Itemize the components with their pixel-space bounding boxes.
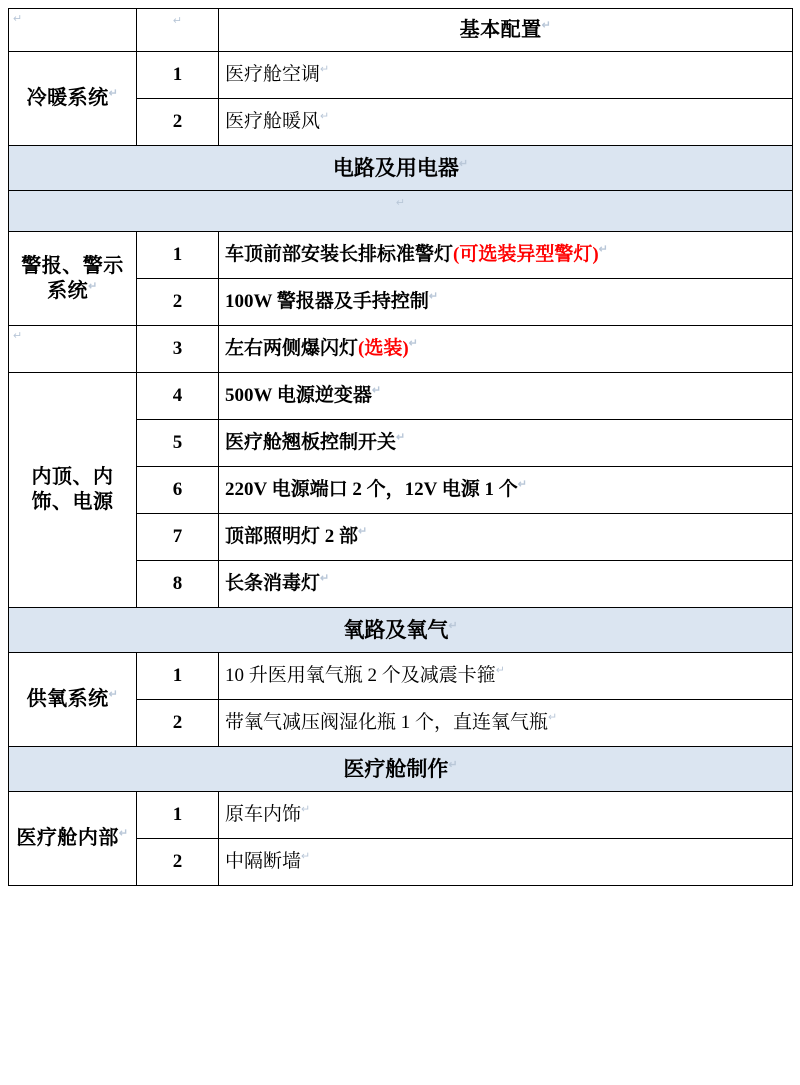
row-description — [219, 420, 793, 467]
editor-mark-icon: ↵ — [396, 431, 406, 444]
section-title-circuit — [9, 146, 793, 191]
row-number: 4 — [137, 373, 219, 420]
row-description-text: 500W 电源逆变器 — [225, 385, 372, 407]
row-number: 2 — [137, 700, 219, 747]
editor-mark-icon: ↵ — [88, 279, 98, 292]
editor-mark-icon: ↵ — [108, 688, 119, 701]
row-description-text: 医疗舱暖风 — [225, 111, 321, 133]
editor-mark-icon: ↵ — [108, 87, 119, 100]
table-row — [9, 326, 793, 373]
editor-mark-icon: ↵ — [118, 827, 129, 840]
cell-empty — [9, 9, 137, 52]
editor-mark-icon: ↵ — [495, 664, 505, 677]
row-number: 2 — [137, 279, 219, 326]
table-row — [9, 608, 793, 653]
section-title-circuit-text: 电路及用电器 — [332, 155, 459, 180]
row-number: 8 — [137, 561, 219, 608]
row-number: 1 — [137, 232, 219, 279]
row-description-text: 原车内饰 — [225, 804, 302, 826]
group-oxygen-supply-label: 供氧系统 — [26, 688, 109, 710]
editor-mark-icon: ↵ — [428, 290, 439, 303]
table-row — [9, 792, 793, 839]
editor-mark-icon: ↵ — [598, 243, 608, 256]
row-number: 5 — [137, 420, 219, 467]
group-interior-label: 内顶、内饰、电源 — [31, 466, 114, 513]
table-row — [9, 232, 793, 279]
row-number: 1 — [137, 792, 219, 839]
editor-mark-icon: ↵ — [301, 850, 311, 863]
group-alarm — [9, 232, 137, 326]
row-description-note: (选装) — [358, 338, 409, 360]
row-number: 1 — [137, 52, 219, 99]
table-row — [9, 747, 793, 792]
group-alarm-label: 警报、警示系统 — [21, 254, 124, 302]
editor-mark-icon: ↵ — [448, 758, 458, 771]
cell-empty — [9, 326, 137, 373]
row-description — [219, 279, 793, 326]
editor-mark-icon: ↵ — [371, 384, 382, 397]
row-description — [219, 653, 793, 700]
row-description-text: 医疗舱翘板控制开关 — [225, 432, 397, 454]
table-row — [9, 373, 793, 420]
row-description — [219, 514, 793, 561]
row-description-text: 车顶前部安装长排标准警灯 — [225, 244, 454, 266]
editor-mark-icon: ↵ — [408, 337, 418, 350]
row-description-note: (可选装异型警灯) — [453, 244, 599, 266]
editor-mark-icon: ↵ — [458, 157, 469, 170]
row-description-text: 顶部照明灯 2 部 — [225, 526, 359, 548]
row-description-text: 带氧气减压阀湿化瓶 1 个，直连氧气瓶 — [225, 712, 549, 734]
editor-mark-icon: ↵ — [172, 15, 183, 27]
editor-mark-icon: ↵ — [395, 197, 406, 209]
row-number: 1 — [137, 653, 219, 700]
editor-mark-icon: ↵ — [541, 18, 552, 31]
row-description-text: 医疗舱空调 — [225, 64, 321, 86]
row-description — [219, 839, 793, 886]
row-description — [219, 561, 793, 608]
group-hvac-label: 冷暖系统 — [26, 87, 109, 109]
row-description — [219, 326, 793, 373]
row-number: 2 — [137, 99, 219, 146]
editor-mark-icon: ↵ — [448, 619, 458, 632]
editor-mark-icon: ↵ — [13, 13, 23, 25]
group-oxygen-supply — [9, 653, 137, 747]
table-row — [9, 653, 793, 700]
row-number: 2 — [137, 839, 219, 886]
section-title-cabin — [9, 747, 793, 792]
row-description-text: 10 升医用氧气瓶 2 个及减震卡箍 — [225, 665, 496, 687]
editor-mark-icon: ↵ — [320, 63, 330, 76]
section-title-oxygen-text: 氧路及氧气 — [343, 617, 449, 642]
editor-mark-icon: ↵ — [517, 478, 527, 491]
row-description-text: 100W 警报器及手持控制 — [225, 291, 429, 313]
row-description-text: 中隔断墙 — [225, 851, 302, 873]
cell-empty — [137, 9, 219, 52]
table-row — [9, 9, 793, 52]
table-row — [9, 191, 793, 232]
table-row — [9, 146, 793, 191]
row-description — [219, 700, 793, 747]
section-title-basic-text: 基本配置 — [459, 18, 542, 41]
row-number: 7 — [137, 514, 219, 561]
group-hvac — [9, 52, 137, 146]
row-description — [219, 792, 793, 839]
section-title-cabin-text: 医疗舱制作 — [343, 756, 449, 781]
row-description — [219, 99, 793, 146]
group-cabin-inner — [9, 792, 137, 886]
section-title-basic — [219, 9, 793, 52]
editor-mark-icon: ↵ — [320, 572, 330, 585]
group-interior — [9, 373, 137, 608]
row-description-text: 左右两侧爆闪灯 — [225, 338, 359, 360]
row-number: 3 — [137, 326, 219, 373]
editor-mark-icon: ↵ — [320, 110, 330, 123]
section-spacer-band — [9, 191, 793, 232]
row-description-text: 长条消毒灯 — [225, 573, 321, 595]
row-number: 6 — [137, 467, 219, 514]
row-description — [219, 52, 793, 99]
row-description — [219, 467, 793, 514]
editor-mark-icon: ↵ — [358, 525, 368, 538]
row-description — [219, 373, 793, 420]
row-description — [219, 232, 793, 279]
row-description-text: 220V 电源端口 2 个，12V 电源 1 个 — [225, 479, 518, 501]
editor-mark-icon: ↵ — [13, 330, 23, 342]
editor-mark-icon: ↵ — [301, 803, 311, 816]
section-title-oxygen — [9, 608, 793, 653]
spec-table — [8, 8, 793, 886]
group-cabin-inner-label: 医疗舱内部 — [16, 827, 119, 849]
table-row — [9, 52, 793, 99]
editor-mark-icon: ↵ — [548, 711, 558, 724]
